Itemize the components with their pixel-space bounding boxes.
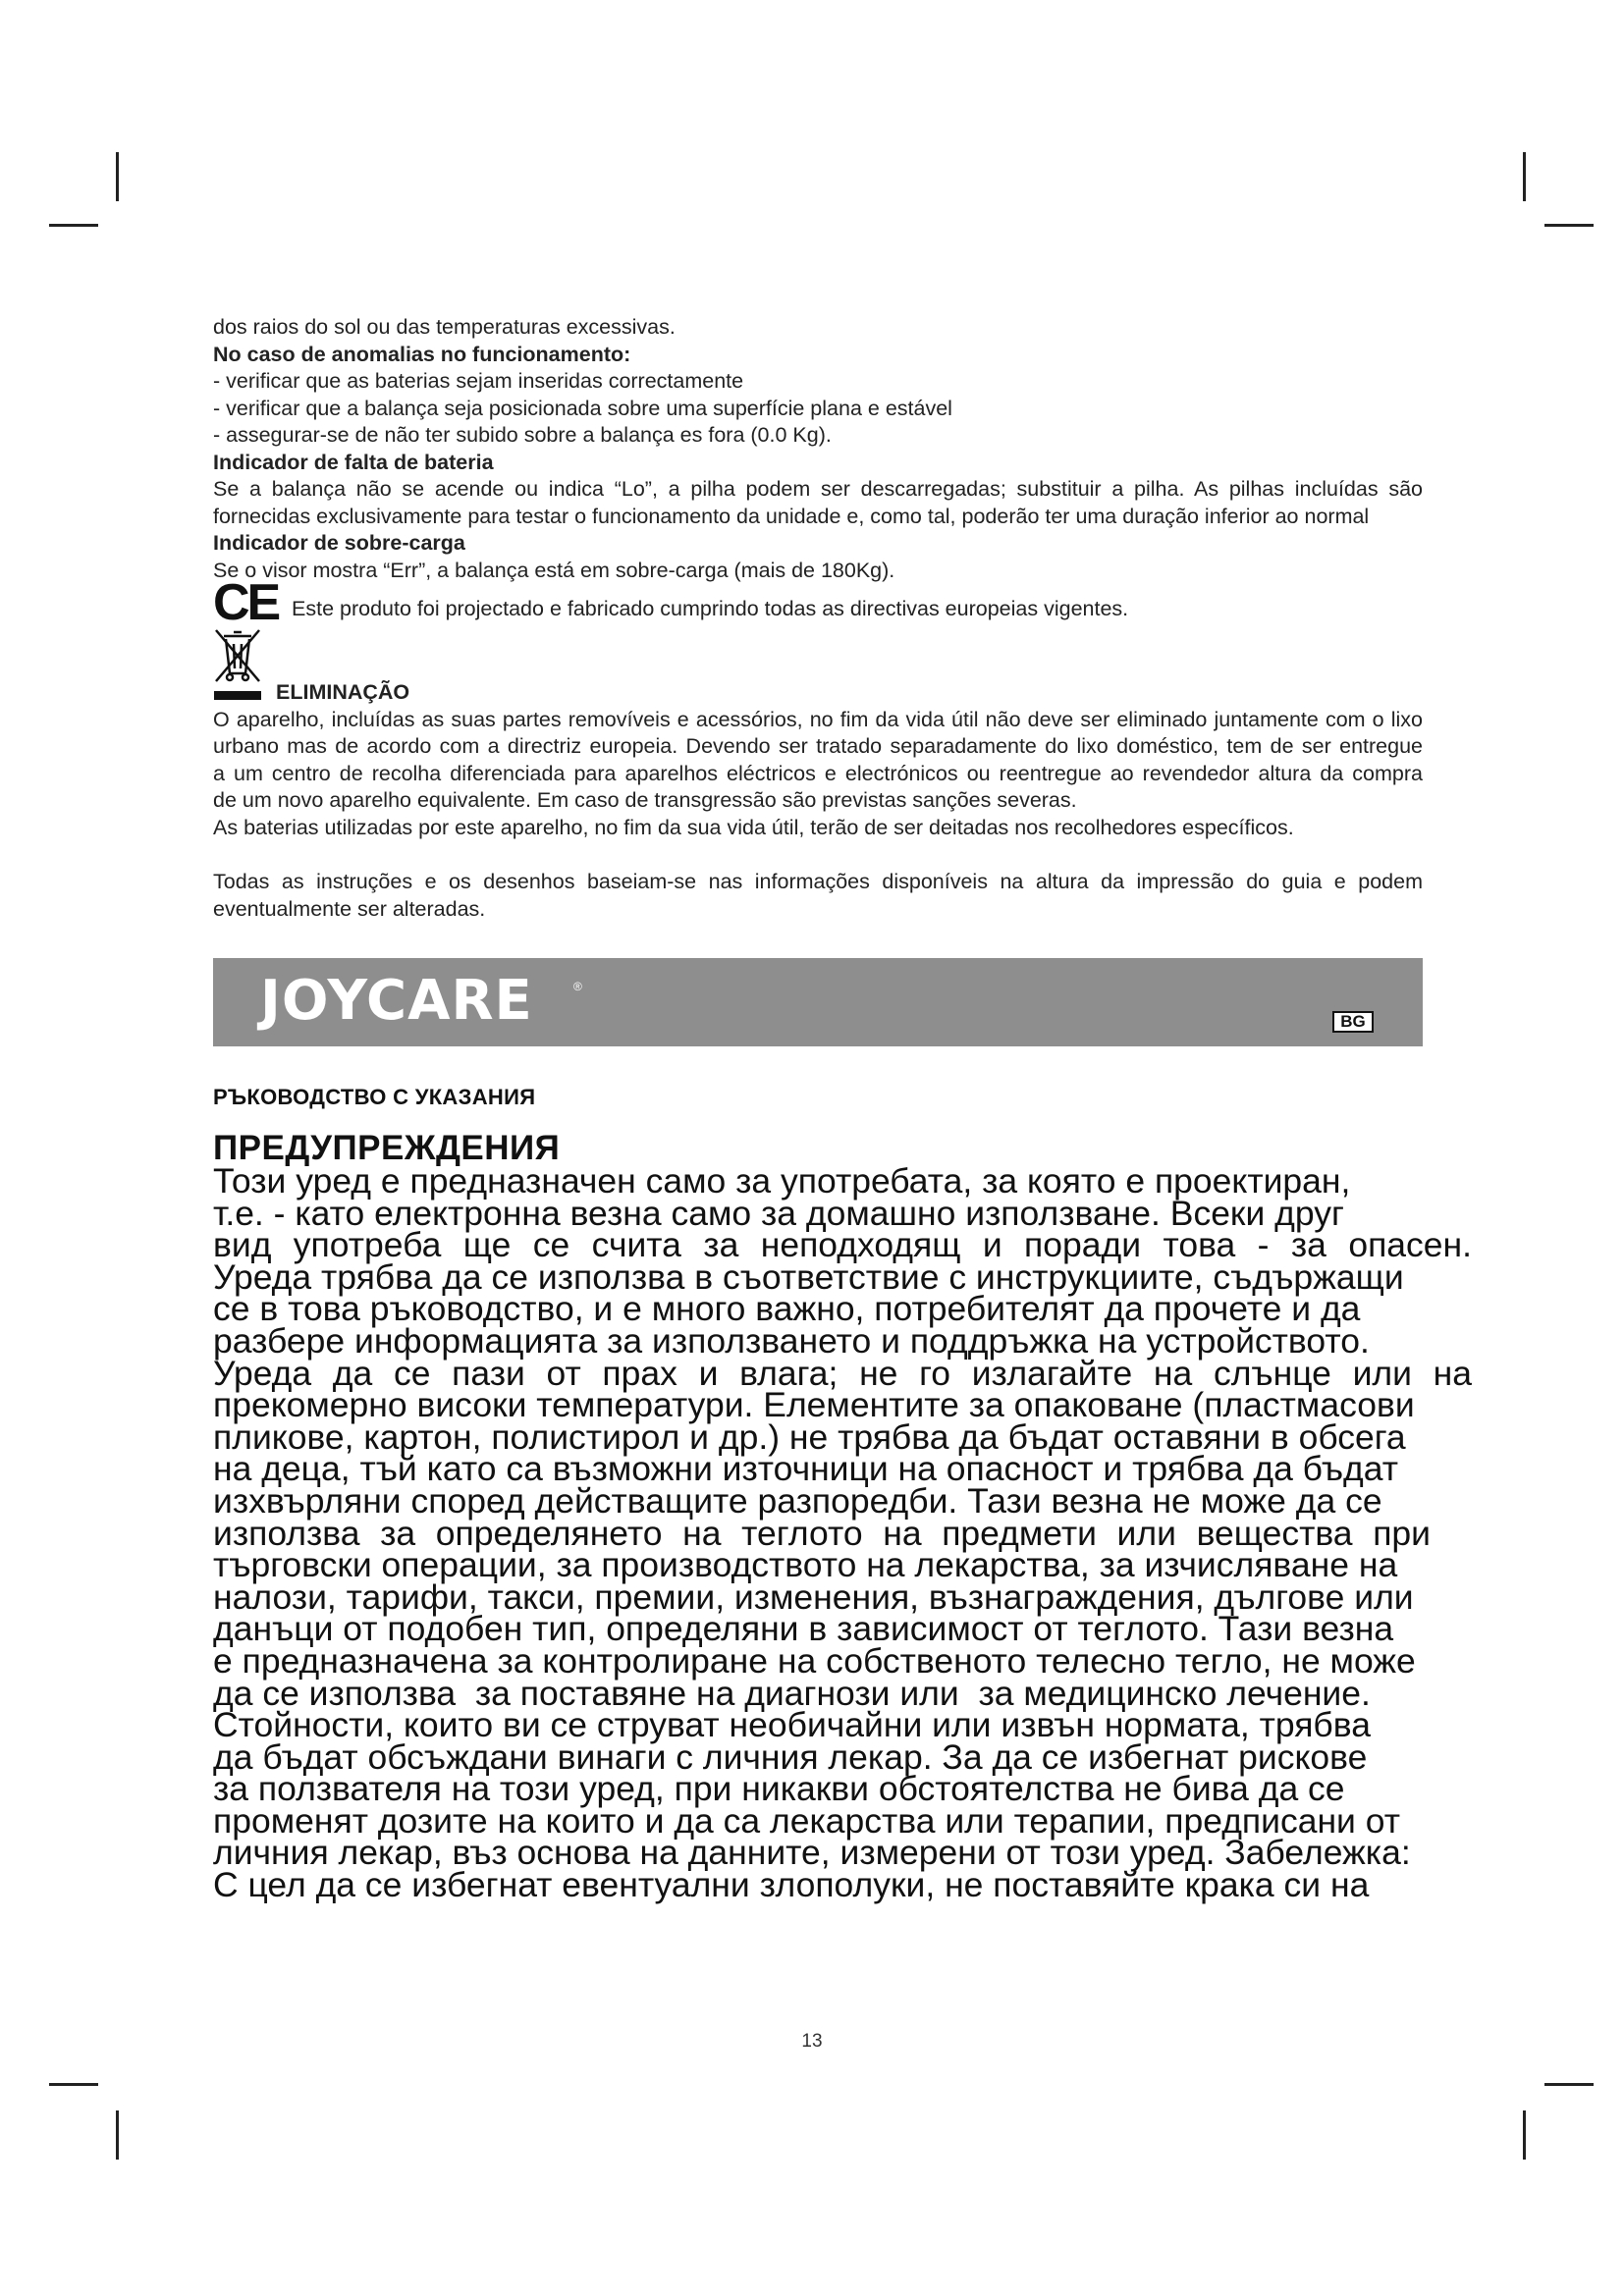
bg-body-line: т.е. - като електронна везна само за домашно използване. Всеки друг: [213, 1193, 1344, 1233]
pt-battery-title: Indicador de falta de bateria: [213, 450, 494, 474]
bg-body-line: С цел да се избегнат евентуални злополуки, не поставяйте крака си на: [213, 1865, 1370, 1905]
bg-body-line: Уреда трябва да се използва в съответствие с инструкциите, съдържащи: [213, 1256, 1404, 1297]
bg-body-line: да бъдат обсъждани винаги с личния лекар. За да се избегнат рискове: [213, 1736, 1368, 1777]
bg-body-line: прекомерно високи температури. Елементите за опаковане (пластмасови: [213, 1385, 1415, 1425]
crop-mark-top-left-vertical: [116, 152, 119, 201]
pt-disposal-line: As baterias utilizadas por este aparelho, no fim da sua vida útil, terão de ser deitadas nos recolhedores específicos.: [213, 815, 1294, 839]
language-badge: BG: [1332, 1011, 1374, 1033]
bg-body-line: разбере информацията за използването и поддръжка на устройството.: [213, 1320, 1370, 1361]
bg-body-line: е предназначена за контролиране на собственото телесно тегло, не може: [213, 1640, 1416, 1681]
pt-battery-line: Se a balança não se acende ou indica “Lo”, a pilha podem ser descarregadas; substituir a pilha. As pilhas incluídas são: [213, 477, 1423, 501]
pt-anomalies-item: - assegurar-se de não ter subido sobre a balança es fora (0.0 Kg).: [213, 423, 832, 447]
pt-disposal-line: de um novo aparelho equivalente. Em caso de transgressão são previstas sanções severas.: [213, 788, 1077, 812]
bg-body-line: използва за определянето на теглото на предмети или вещества при: [213, 1513, 1431, 1553]
bg-body-line: налози, тарифи, такси, премии, изменения, възнаграждения, дългове или: [213, 1576, 1414, 1617]
bg-body-line: личния лекар, въз основа на данните, измерени от този уред. Забележка:: [213, 1833, 1411, 1873]
pt-anomalies-title: No caso de anomalias no funcionamento:: [213, 342, 631, 366]
bg-warnings-title: ПРЕДУПРЕЖДЕНИЯ: [213, 1129, 561, 1167]
crop-mark-bottom-left-vertical: [116, 2110, 119, 2160]
bg-body-line: Уреда да се пази от прах и влага; не го излагайте на слънце или на: [213, 1353, 1472, 1393]
bg-body-line: да се използва за поставяне на диагнози или за медицинско лечение.: [213, 1673, 1371, 1713]
pt-section-final: [213, 869, 1423, 923]
bg-body-line: Стойности, които ви се струват необичайни или извън нормата, трябва: [213, 1705, 1371, 1745]
pt-overload-text: Se o visor mostra “Err”, a balança está em sobre-carga (mais de 180Kg).: [213, 558, 895, 582]
pt-intro-line: dos raios do sol ou das temperaturas excessivas.: [213, 315, 676, 339]
pt-anomalies-item: - verificar que as baterias sejam inseridas correctamente: [213, 369, 744, 393]
bg-warnings-body: [213, 1161, 1472, 1905]
crop-mark-bottom-right-horizontal: [1544, 2083, 1594, 2086]
crop-mark-top-right-vertical: [1523, 152, 1526, 201]
pt-section-top: [213, 314, 1423, 584]
ce-conformity-text: Este produto foi projectado e fabricado cumprindo todas as directivas europeias vigentes.: [292, 596, 1129, 620]
pt-disposal-line: a um centro de recolha diferenciada para aparelhos eléctricos e electrónicos ou reentregue ao revendedor altura da compra: [213, 761, 1423, 785]
crop-mark-top-right-horizontal: [1544, 224, 1594, 227]
pt-battery-line: fornecidas exclusivamente para testar o funcionamento da unidade e, como tal, poderão ter uma duração inferior ao normal: [213, 504, 1370, 528]
bg-body-line: търговски операции, за производството на лекарства, за изчисляване на: [213, 1545, 1398, 1585]
bg-manual-title: РЪКОВОДСТВО С УКАЗАНИЯ: [213, 1085, 536, 1109]
bg-body-line: за ползвателя на този уред, при никакви обстоятелства не бива да се: [213, 1769, 1345, 1809]
crop-mark-bottom-left-horizontal: [49, 2083, 98, 2086]
pt-disposal-line: O aparelho, incluídas as suas partes removíveis e acessórios, no fim da vida útil não deve ser eliminado juntamente com o lixo: [213, 707, 1423, 731]
pt-anomalies-item: - verificar que a balança seja posicionada sobre uma superfície plana e estável: [213, 396, 952, 420]
bg-body-line: се в това ръководство, и е много важно, потребителят да прочете и да: [213, 1289, 1361, 1329]
bg-body-line: Този уред е предназначен само за употребата, за която е проектиран,: [213, 1161, 1351, 1201]
pt-disposal-title: ELIMINAÇÃO: [276, 680, 410, 704]
pt-overload-title: Indicador de sobre-carga: [213, 531, 465, 555]
crop-mark-bottom-right-vertical: [1523, 2110, 1526, 2160]
joycare-logo: JOYCARE: [260, 969, 533, 1033]
ce-mark-icon: CE: [213, 574, 279, 631]
bg-body-line: данъци от подобен тип, определяни в зависимост от теглото. Тази везна: [213, 1609, 1394, 1649]
pt-section-disposal: [213, 679, 1423, 841]
page-number: 13: [801, 2031, 823, 2052]
bg-body-line: пликове, картон, полистирол и др.) не трябва да бъдат оставяни в обсега: [213, 1416, 1406, 1457]
bg-body-line: променят дозите на които и да са лекарства или терапии, предписани от: [213, 1800, 1400, 1841]
registered-mark: ®: [573, 980, 582, 993]
bg-body-line: вид употреба ще се счита за неподходящ и поради това - за опасен.: [213, 1225, 1472, 1265]
bg-body-line: изхвърляни според действащите разпоредби. Тази везна не може да се: [213, 1480, 1382, 1521]
pt-final-line: eventualmente ser alteradas.: [213, 896, 486, 921]
crop-mark-top-left-horizontal: [49, 224, 98, 227]
pt-final-line: Todas as instruções e os desenhos baseiam-se nas informações disponíveis na altura da impressão do guia e podem: [213, 870, 1423, 893]
pt-disposal-line: urbano mas de acordo com a directriz europeia. Devendo ser tratado separadamente do lixo doméstico, tem de ser entregue: [213, 734, 1423, 758]
bg-body-line: на деца, тъй като са възможни източници на опасност и трябва да бъдат: [213, 1449, 1398, 1489]
ce-conformity-row: [213, 574, 1129, 631]
brand-header-bar: [213, 958, 1423, 1046]
